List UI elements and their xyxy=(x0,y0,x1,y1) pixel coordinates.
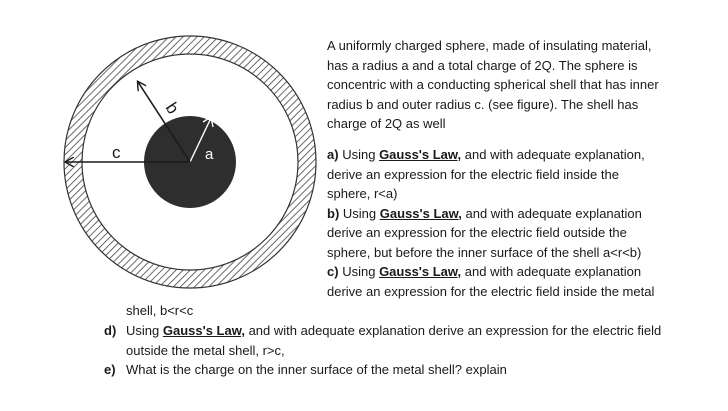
gauss-law-term: Gauss's Law, xyxy=(162,323,245,338)
question-c-pre: Using xyxy=(342,264,376,279)
label-c: c xyxy=(112,143,121,162)
question-c xyxy=(327,262,654,282)
question-b-cont: derive an expression for the electric field outside the xyxy=(327,225,627,240)
question-b-post: and with adequate explanation xyxy=(461,205,642,221)
question-e xyxy=(126,360,507,380)
questions-abc xyxy=(327,145,654,301)
question-a-pre: Using xyxy=(342,147,376,162)
question-c-label: c) xyxy=(327,264,339,279)
question-a xyxy=(327,145,654,165)
question-c-cont: shell, b<r<c xyxy=(126,303,194,318)
intro-line: radius b and outer radius c. (see figure). The shell has xyxy=(327,96,639,112)
intro-line: has a radius a and a total charge of 2Q. The sphere is xyxy=(327,57,638,73)
question-d-label: d) xyxy=(104,323,117,338)
question-a-cont: sphere, r<a) xyxy=(327,186,398,201)
question-d-line xyxy=(126,321,661,341)
question-a-cont: derive an expression for the electric field inside the xyxy=(327,166,619,182)
question-b-cont: sphere, but before the inner surface of the shell a<r<b) xyxy=(327,244,642,260)
intro-line: concentric with a conducting spherical shell that has inner xyxy=(327,77,659,92)
gauss-law-term: Gauss's Law, xyxy=(379,205,462,221)
problem-intro xyxy=(327,36,659,134)
question-b-pre: Using xyxy=(342,205,377,221)
question-c-cont: derive an expression for the electric field inside the metal xyxy=(327,283,655,299)
question-a-label: a) xyxy=(327,147,339,162)
question-a-post: and with adequate explanation, xyxy=(461,147,645,162)
question-e-text: What is the charge on the inner surface of the metal shell? explain xyxy=(126,362,507,377)
gauss-law-term: Gauss's Law, xyxy=(379,264,462,279)
question-c-cont-wrap xyxy=(126,301,193,321)
gauss-law-term: Gauss's Law, xyxy=(379,147,462,162)
intro-line: charge of 2Q as well xyxy=(327,116,446,131)
label-b: b xyxy=(161,99,183,118)
question-d-post: and with adequate explanation derive an expression for the electric field xyxy=(244,323,662,338)
question-d-cont: outside the metal shell, r>c, xyxy=(126,342,285,358)
concentric-spheres-figure xyxy=(0,0,320,320)
label-a: a xyxy=(205,146,214,163)
intro-line: A uniformly charged sphere, made of insulating material, xyxy=(327,38,652,53)
question-d xyxy=(126,321,661,360)
question-c-post: and with adequate explanation xyxy=(461,264,642,279)
question-d-pre: Using xyxy=(126,323,160,338)
question-b xyxy=(327,204,654,224)
question-b-label: b) xyxy=(327,205,340,221)
question-e-label: e) xyxy=(104,362,116,377)
